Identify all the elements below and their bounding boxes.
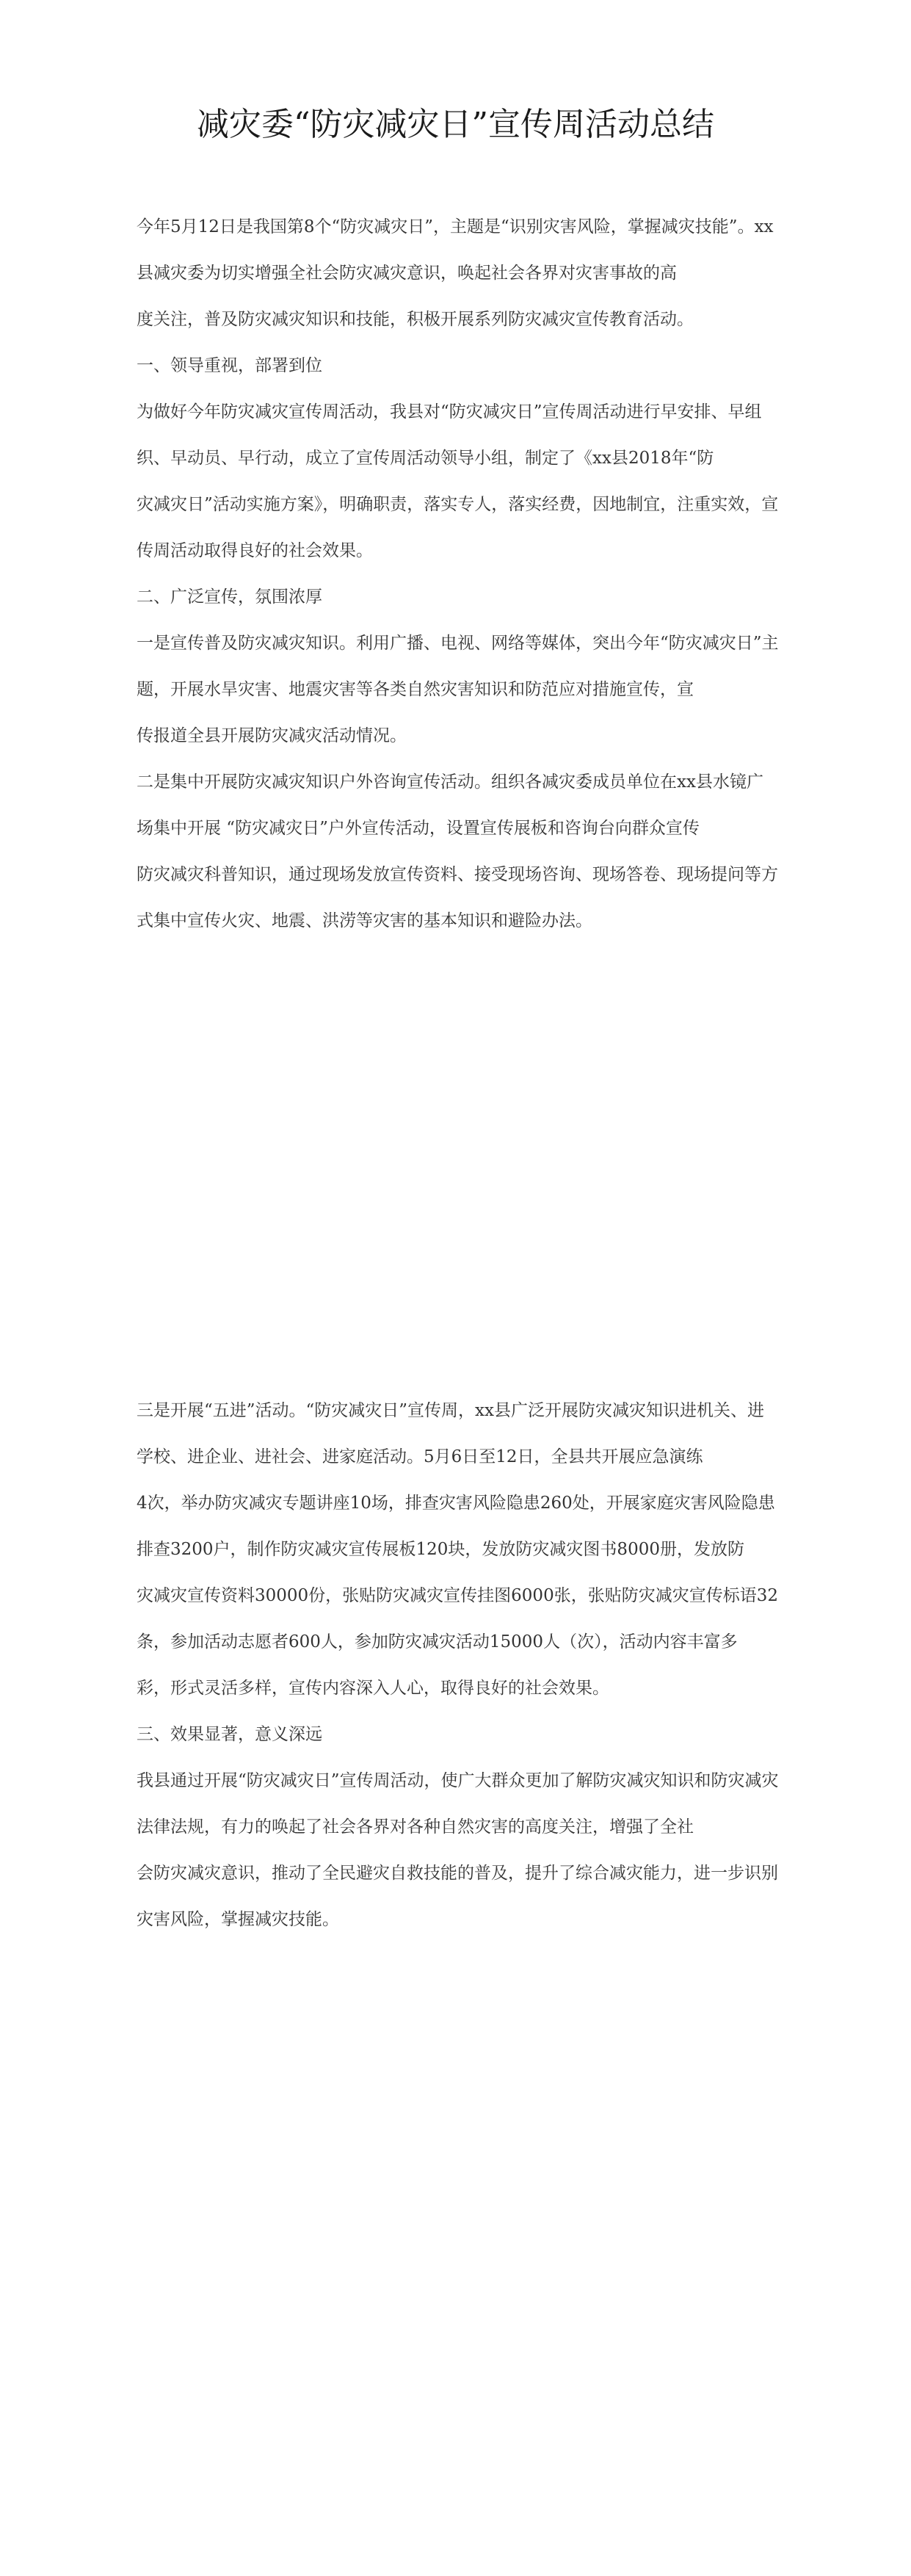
paragraph: 二是集中开展防灾减灾知识户外咨询宣传活动。组织各减灾委成员单位在xx县水镜广场集中开展 “防灾减灾日”户外宣传活动，设置宣传展板和咨询台向群众宣传 xyxy=(137,773,763,838)
paragraph: 度关注，普及防灾减灾知识和技能，积极开展系列防灾减灾宣传教育活动。 xyxy=(137,310,694,329)
section-heading: 一、领导重视，部署到位 xyxy=(137,356,322,375)
section-heading: 三、效果显著，意义深远 xyxy=(137,1725,322,1744)
paragraph: 一是宣传普及防灾减灾知识。利用广播、电视、网络等媒体，突出今年“防灾减灾日”主题，开展水旱灾害、地震灾害等各类自然灾害知识和防范应对措施宣传，宣 xyxy=(137,634,779,699)
section-heading: 二、广泛宣传，氛围浓厚 xyxy=(137,587,322,607)
paragraph: 传报道全县开展防灾减灾活动情况。 xyxy=(137,726,407,745)
paragraph: 会防灾减灾意识，推动了全民避灾自救技能的普及，提升了综合减灾能力，进一步识别灾害风险，掌握减灾技能。 xyxy=(137,1864,778,1929)
paragraph: 防灾减灾科普知识，通过现场发放宣传资料、接受现场咨询、现场答卷、现场提问等方式集中宣传火灾、地震、洪涝等灾害的基本知识和避险办法。 xyxy=(137,865,778,930)
paragraph: 灾减灾日”活动实施方案》，明确职责，落实专人，落实经费，因地制宜，注重实效，宣传周活动取得良好的社会效果。 xyxy=(137,495,779,560)
paragraph: 今年5月12日是我国第8个“防灾减灾日”，主题是“识别灾害风险，掌握减灾技能”。xx县减灾委为切实增强全社会防灾减灾意识，唤起社会各界对灾害事故的高 xyxy=(137,217,774,283)
paragraph: 为做好今年防灾减灾宣传周活动，我县对“防灾减灾日”宣传周活动进行早安排、早组织、早动员、早行动，成立了宣传周活动领导小组，制定了《xx县2018年“防 xyxy=(137,402,762,468)
body-section-1 xyxy=(137,204,780,944)
paragraph: 灾减灾宣传资料30000份，张贴防灾减灾宣传挂图6000张，张贴防灾减灾宣传标语32条，参加活动志愿者600人，参加防灾减灾活动15000人（次），活动内容丰富多 xyxy=(137,1586,778,1651)
body-section-2 xyxy=(137,1388,780,1943)
document-title: 减灾委“防灾减灾日”宣传周活动总结 xyxy=(197,106,714,143)
paragraph: 4次，举办防灾减灾专题讲座10场，排查灾害风险隐患260处，开展家庭灾害风险隐患排查3200户，制作防灾减灾宣传展板120块，发放防灾减灾图书8000册，发放防 xyxy=(137,1494,775,1559)
paragraph: 彩，形式灵活多样，宣传内容深入人心，取得良好的社会效果。 xyxy=(137,1679,609,1698)
paragraph: 我县通过开展“防灾减灾日”宣传周活动，使广大群众更加了解防灾减灾知识和防灾减灾法律法规，有力的唤起了社会各界对各种自然灾害的高度关注，增强了全社 xyxy=(137,1771,779,1837)
paragraph: 三是开展“五进”活动。“防灾减灾日”宣传周，xx县广泛开展防灾减灾知识进机关、进学校、进企业、进社会、进家庭活动。5月6日至12日，全县共开展应急演练 xyxy=(137,1401,764,1466)
